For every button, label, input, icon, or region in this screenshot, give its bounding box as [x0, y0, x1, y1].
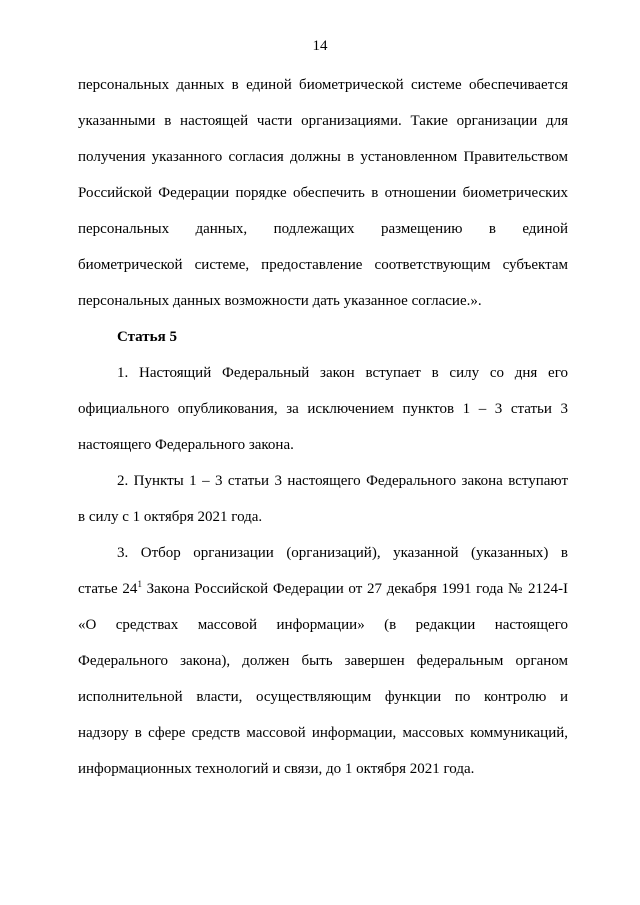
text-line: указанными в настоящей части организациями. Такие организации для: [78, 113, 568, 129]
text-line: Федерального закона), должен быть завершен федеральным органом: [78, 653, 568, 669]
text-line: 1. Настоящий Федеральный закон вступает в силу со дня его: [117, 365, 568, 381]
text-line: 3. Отбор организации (организаций), указанной (указанных) в: [117, 545, 568, 561]
text-line: надзору в сфере средств массовой информации, массовых коммуникаций,: [78, 725, 568, 741]
text-line: 2. Пункты 1 – 3 статьи 3 настоящего Федерального закона вступают: [117, 473, 568, 489]
text-line: персональных данных в единой биометрической системе обеспечивается: [78, 77, 568, 93]
page-number: 14: [312, 38, 328, 54]
text-line: в силу с 1 октября 2021 года.: [78, 509, 263, 525]
text-line: Российской Федерации порядке обеспечить в отношении биометрических: [78, 185, 568, 201]
text-fragment: Закона Российской Федерации от 27 декабря 1991 года № 2124-I: [141, 581, 568, 597]
text-line: информационных технологий и связи, до 1 октября 2021 года.: [78, 761, 475, 777]
superscript: 1: [137, 579, 142, 589]
text-line: исполнительной власти, осуществляющим функции по контролю и: [78, 689, 568, 705]
article-heading: Статья 5: [117, 329, 177, 345]
text-line: персональных данных возможности дать указанное согласие.».: [78, 293, 482, 309]
text-line: «О средствах массовой информации» (в редакции настоящего: [78, 617, 568, 633]
text-line: [78, 580, 568, 598]
text-fragment: статье 24: [78, 581, 138, 597]
text-line: официального опубликования, за исключением пунктов 1 – 3 статьи 3: [78, 401, 568, 417]
text-line: биометрической системе, предоставление соответствующим субъектам: [78, 257, 568, 273]
text-line: получения указанного согласия должны в установленном Правительством: [78, 149, 568, 165]
text-line: персональных данных, подлежащих размещению в единой: [78, 221, 568, 237]
text-line: настоящего Федерального закона.: [78, 437, 294, 453]
